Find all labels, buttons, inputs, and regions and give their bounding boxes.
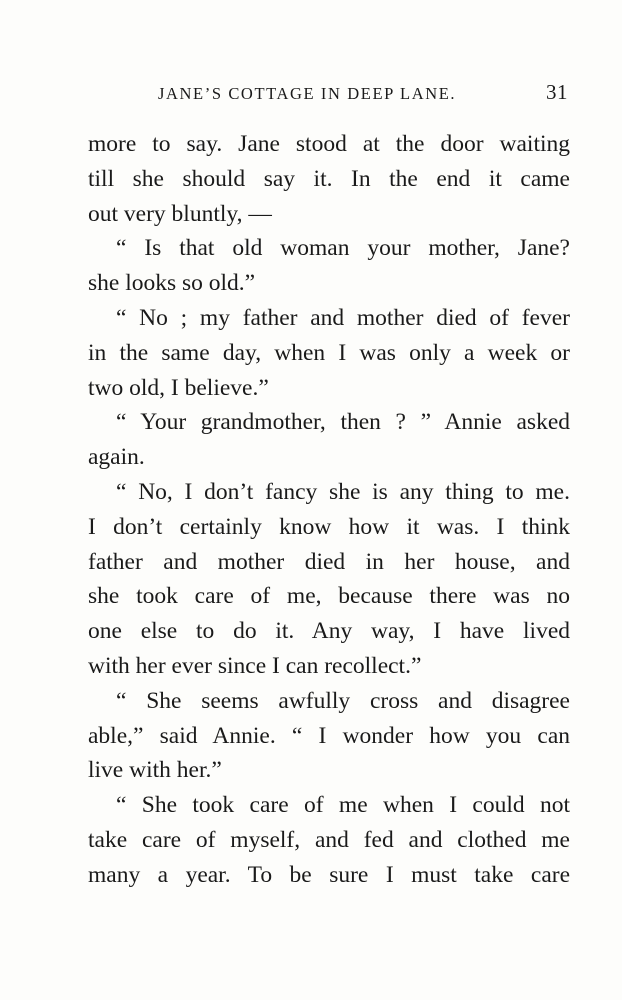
text-line: more to say. Jane stood at the door waiting (88, 131, 570, 157)
text-line: again. (88, 444, 145, 471)
text-line: she looks so old.” (88, 270, 256, 297)
text-line: live with her.” (88, 757, 222, 784)
text-line: with her ever since I can recollect.” (88, 652, 422, 679)
text-line: two old, I believe.” (88, 374, 269, 401)
text-line: able,” said Annie. “ I wonder how you can (88, 722, 570, 749)
text-line: in the same day, when I was only a week or (88, 339, 570, 366)
running-head (158, 80, 568, 110)
text-line: father and mother died in her house, and (88, 548, 570, 575)
text-line: many a year. To be sure I must take care (88, 861, 570, 888)
text-line: “ Is that old woman your mother, Jane? (116, 235, 570, 262)
text-line: “ No ; my father and mother died of fever (116, 304, 570, 331)
text-line: “ She took care of me when I could not (116, 792, 570, 819)
text-line: till she should say it. In the end it came (88, 165, 570, 192)
text-line: she took care of me, because there was no (88, 583, 570, 610)
text-line: “ Your grandmother, then ? ” Annie asked (116, 409, 570, 436)
running-title: JANE’S COTTAGE IN DEEP LANE. (158, 84, 457, 103)
text-line: “ She seems awfully cross and disagree (116, 687, 570, 714)
text-line: out very bluntly, — (88, 200, 272, 227)
text-line: take care of myself, and fed and clothed me (88, 826, 570, 853)
text-line: “ No, I don’t fancy she is any thing to me. (116, 478, 570, 505)
text-line: one else to do it. Any way, I have lived (88, 618, 570, 645)
body-text (88, 127, 570, 893)
text-line: I don’t certainly know how it was. I think (88, 513, 570, 540)
page-number: 31 (546, 80, 568, 104)
